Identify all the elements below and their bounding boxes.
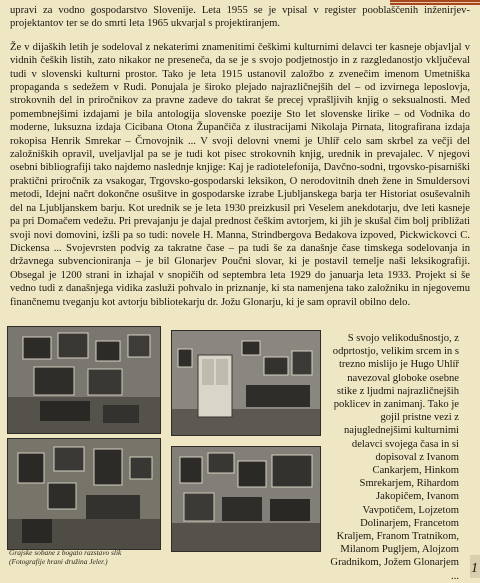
article-body [10,4,470,309]
article-paragraph-1: upravi za vodno gospodarstvo Slovenije. Leta 1955 se je vpisal v register pooblaščenih inženirjev-projektantov ter se do smrti leta 1965 ukvarjal s projektiranjem. [10,5,470,30]
caption-line-1: Grajske sobane z bogato razstavo slik [9,548,122,557]
caption-line-2: (Fotografije hrani družina Jeler.) [9,557,108,566]
photo-room-3 [7,438,161,550]
photo-room-2 [171,330,321,436]
photo-room-4 [171,446,321,552]
page-number: 1 [471,561,478,576]
photo-room-1 [7,326,161,434]
photo-grid [7,326,321,556]
article-paragraph-2: Že v dijaških letih je sodeloval z nekaterimi znamenitimi češkimi kulturnimi delavci ter kasneje objavljal v vidnih čeških listih, zato nikakor ne preseneča, da se je s svojo podjetnostjo in z razgledanostjo vključeval tudi v slovenski kulturni prostor. Tako je leta 1915 ustanovil založbo z zvenečim imenom Umetniška propaganda s sedežem v Rudi. Ponujala je široko plejado najrazličnejših del – od izvirnega leposlovja, strokovnih del in priročnikov za pravne zadeve do takrat še precej vprašljivih knjig o seksualnosti. Med pomembnejšimi izdajami je bila antologija slovenske poezije Sto let slovenske lirike – od Vodnika do moderne, luksuzna izdaja Cicibana Otona Župančiča z ilustracijami Nikolaja Pirnata, litografirana izdaja rokopisa Henrik Smrekar – Črnovojnik ... V svoji delovni vnemi je Uhlíř celo sam skrbel za večji del založniških opravil, uveljavljal pa se je tudi kot pisec strokovnih knjig, urednik in prevajalec. V njegovi osebni bibliografiji tako najdemo naslednje knjige: Kaj je radiotelefonija, Davčno-sodni, trgovsko-pisarniški praktični priročnik za vsakogar, Trgovsko-gospodarski leksikon, O nerodovitnih dneh žene in Smuldersovi metodi, Idejni načrt dokončne osušitve in gospodarske izrabe Ljubljanskega barja ter Historiat osuševalnih del na Ljubljanskem barju. Kot urednik se je leta 1930 preizkusil pri Veselem anekdotarju, dve leti kasneje pa pri Domačem vedežu. Pri prevajanju je dajal prednost češkim avtorjem, ki jih je skušal čim bolj približati svoji novi domovini, izšli pa so tudi: novele H. Manna, Strindbergova Bedakova izpoved, Pickwickovci C. Dickensa ... Svojevrsten podvig za takratne čase – pa tudi še za današnje čase timskega sodelovanja in državnega subvencioniranja – je bil Glonarjev Poučni slovar, ki je postavil temelje naši leksikografiji. Obsegal je 1200 strani in izhajal v snopičih od septembra leta 1929 do januarja leta 1933. Projekt si še vedno tudi z današnjega vidika zasluži pohvalo in priznanje, ki sta namenjena tako založniku in njegovemu finančnemu tveganju kot avtorju bibliotekarju dr. Jožu Glonarju, ki je sam opravil obilno delo. [10,41,470,308]
sidebar-paragraph: S svojo velikodušnostjo, z odprtostjo, velikim srcem in s trezno mislijo je Hugo Uhlíř navezoval globoke osebne stike z ljudmi najrazličnejših poklicev in zanimanj. Tako je gojil pristne vezi z najuglednejšimi kulturnimi delavci svojega časa in si dopisoval z Ivanom Cankarjem, Hinkom Smrekarjem, Rihardom Jakopičem, Ivanom Vavpotičem, Lojzetom Dolinarjem, Francetom Kraljem, Franom Tratnikom, Milanom Pugljem, Alojzom Gradnikom, Jožem Glonarjem ... [330,333,459,582]
figure-caption [9,548,159,566]
